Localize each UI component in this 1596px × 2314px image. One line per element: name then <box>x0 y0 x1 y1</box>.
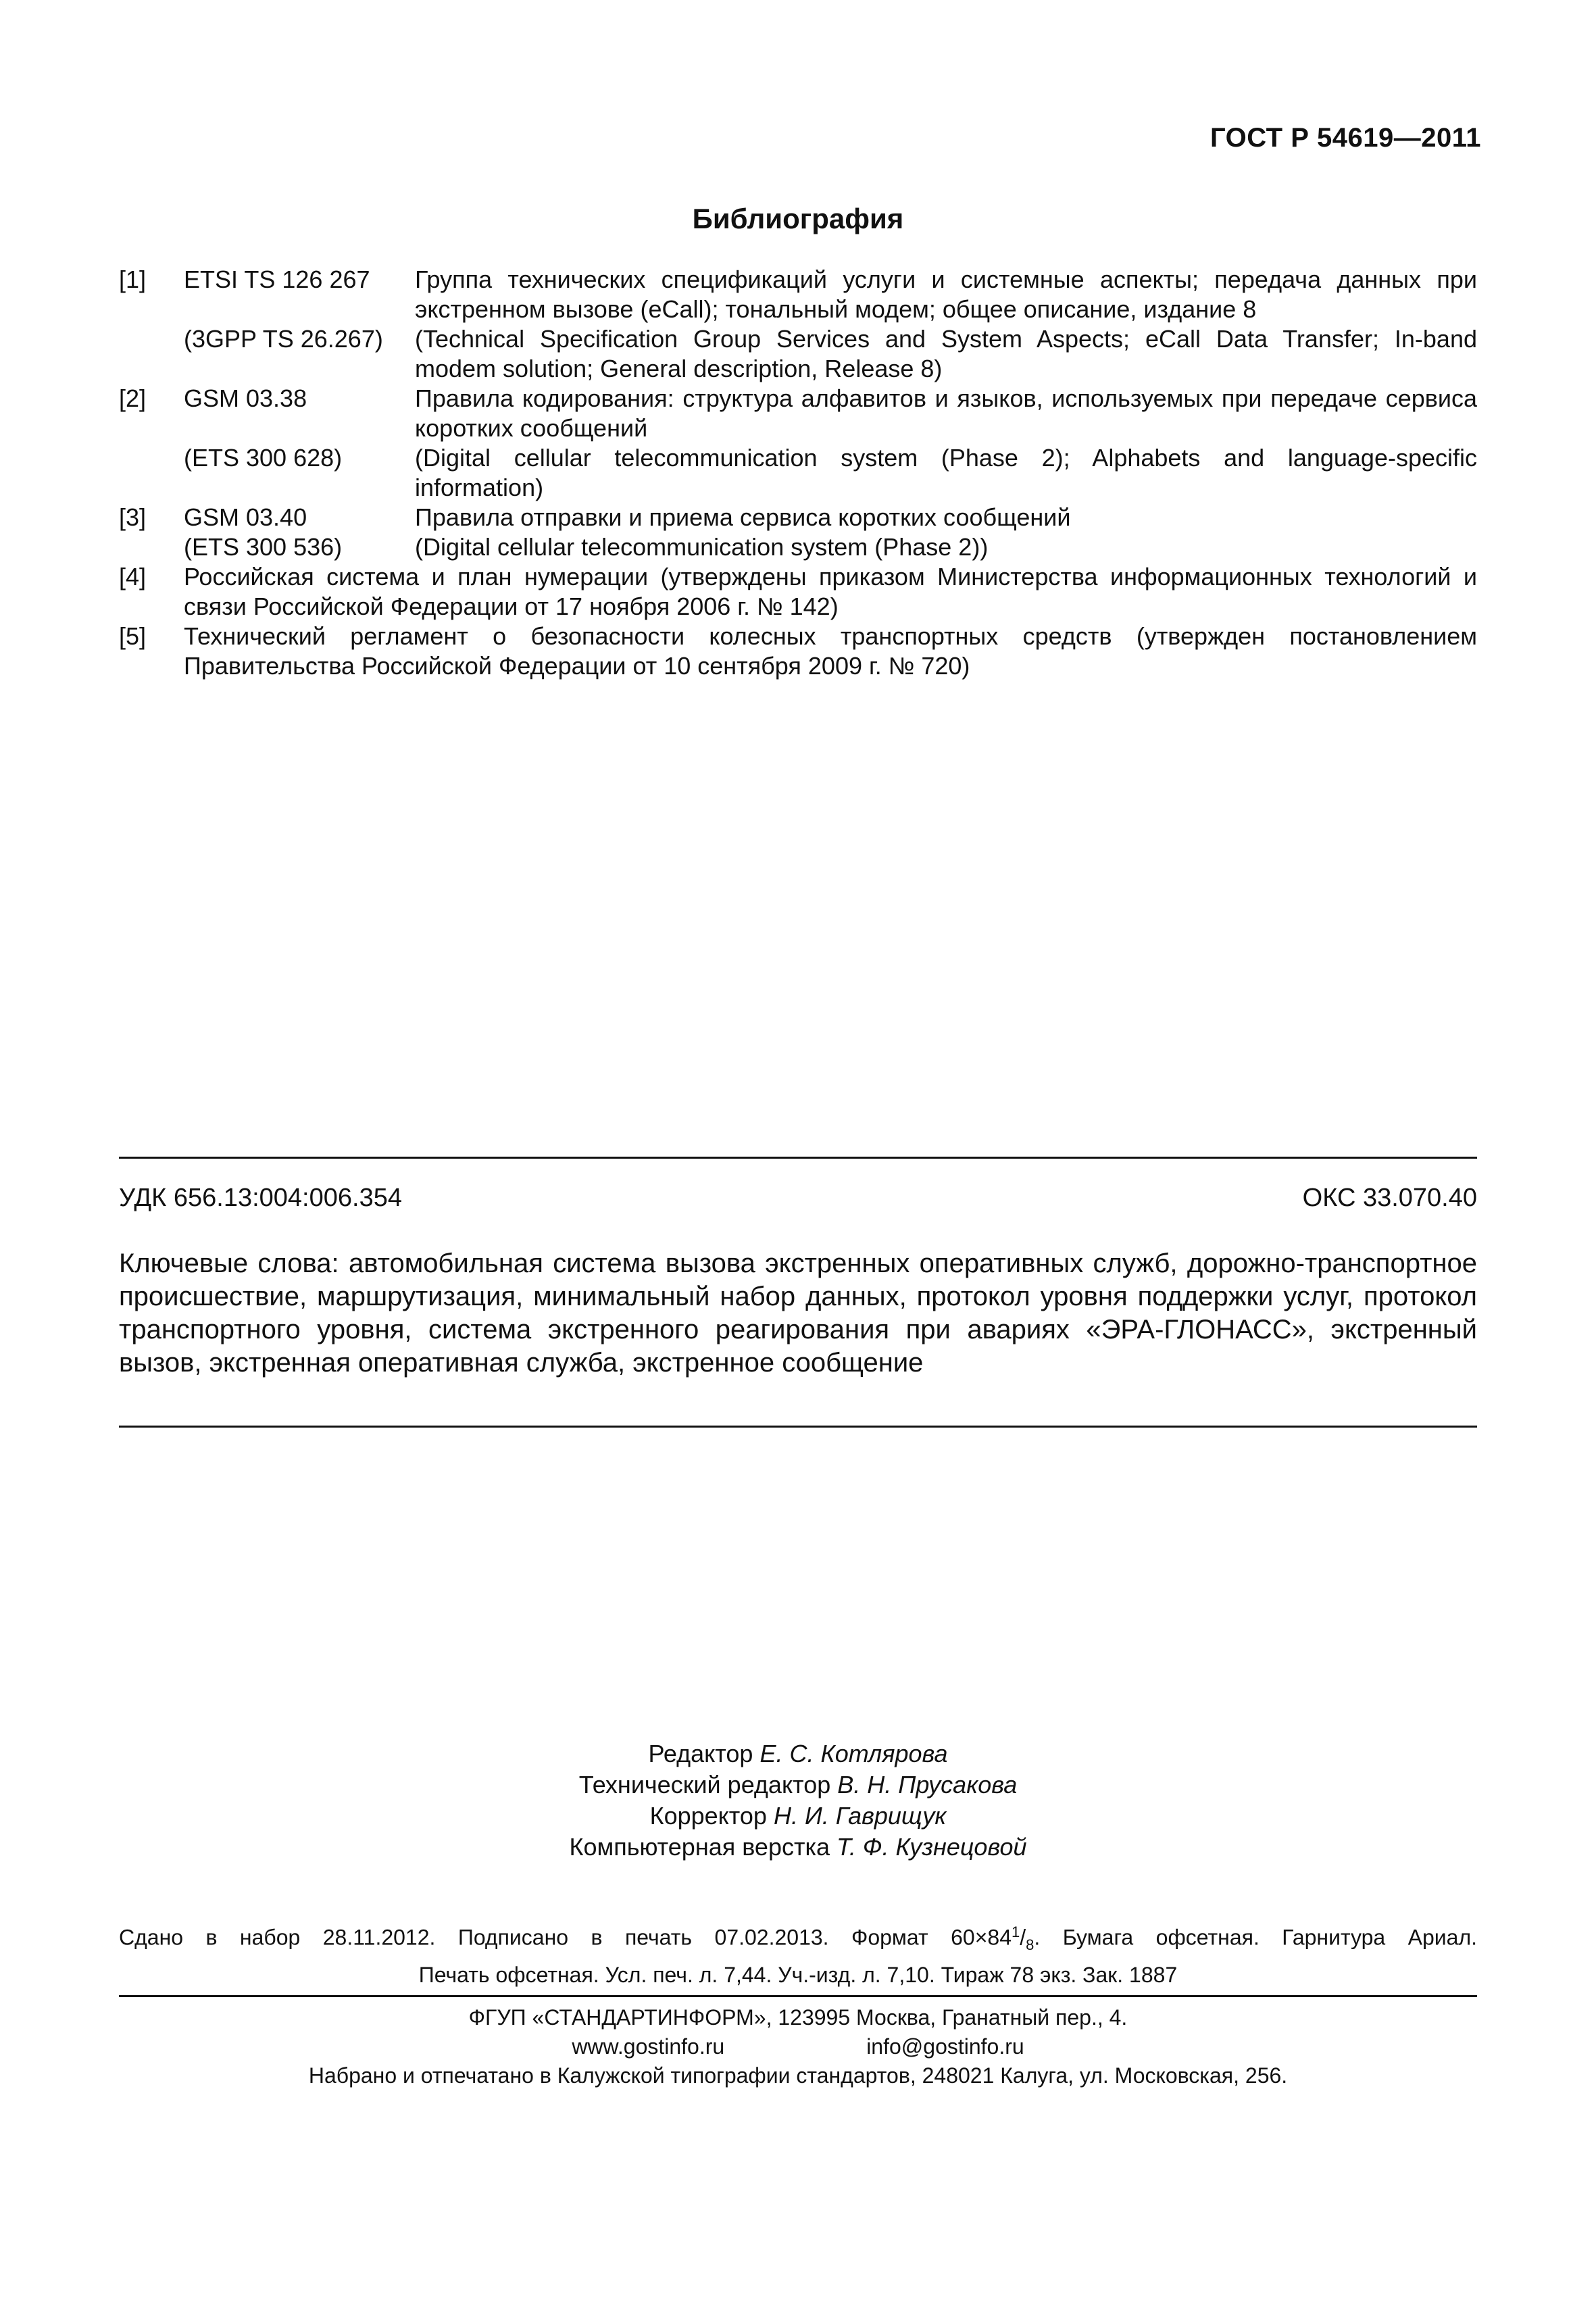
keywords-label: Ключевые слова: <box>119 1249 339 1278</box>
entry-number: [2] <box>119 384 147 412</box>
entry-number: [5] <box>119 622 147 650</box>
bibliography-list <box>119 265 1477 681</box>
credits-block <box>0 1738 1596 1863</box>
format-superscript: 1 <box>1012 1923 1020 1940</box>
bibliography-entry <box>119 324 1477 384</box>
udk-code: УДК 656.13:004:006.354 <box>119 1184 402 1212</box>
entry-code: (ETS 300 628) <box>184 444 343 472</box>
credit-role: Компьютерная верстка <box>569 1833 830 1861</box>
printing-house: Набрано и отпечатано в Калужской типографии стандартов, 248021 Калуга, ул. Московская, 256. <box>308 2063 1288 2088</box>
divider-top <box>119 1157 1477 1159</box>
credit-role: Редактор <box>648 1740 753 1767</box>
entry-code: (3GPP TS 26.267) <box>184 325 383 353</box>
credit-name: Н. И. Гаврищук <box>773 1802 947 1830</box>
entry-text: (Technical Specification Group Services and System Aspects; eCall Data Transfer; In-band modem solution; General description, Release 8) <box>415 325 1477 382</box>
publisher-address: ФГУП «СТАНДАРТИНФОРМ», 123995 Москва, Гранатный пер., 4. <box>468 2005 1128 2030</box>
divider-imprint <box>119 1995 1477 1997</box>
credit-line <box>0 1738 1596 1769</box>
publisher-contacts <box>0 2032 1596 2061</box>
credit-name: Е. С. Котлярова <box>759 1740 948 1767</box>
standard-id: ГОСТ Р 54619—2011 <box>1210 123 1481 153</box>
entry-text: Технический регламент о безопасности колесных транспортных средств (утвержден постановлением Правительства Российской Федерации от 10 сентября 2009 г. № 720) <box>184 622 1477 680</box>
entry-code: ETSI TS 126 267 <box>184 266 370 293</box>
format-subscript: 8 <box>1026 1936 1034 1954</box>
bibliography-entry <box>119 562 1477 622</box>
divider-bottom <box>119 1426 1477 1428</box>
publisher-email-link[interactable]: info@gostinfo.ru <box>866 2034 1024 2059</box>
classification-row <box>119 1184 1477 1213</box>
entry-code: GSM 03.40 <box>184 503 307 531</box>
credit-line <box>0 1801 1596 1832</box>
entry-code: (ETS 300 536) <box>184 533 343 561</box>
publisher-website-link[interactable]: www.gostinfo.ru <box>572 2034 725 2059</box>
credit-line <box>0 1832 1596 1863</box>
oks-code: ОКС 33.070.40 <box>1302 1184 1477 1212</box>
credit-role: Технический редактор <box>578 1771 831 1799</box>
keywords-block <box>119 1247 1477 1380</box>
bibliography-entry <box>119 443 1477 503</box>
entry-code: GSM 03.38 <box>184 384 307 412</box>
bibliography-entry <box>119 622 1477 681</box>
imprint-block <box>119 1917 1477 1990</box>
entry-number: [1] <box>119 266 147 293</box>
bibliography-entry <box>119 265 1477 324</box>
imprint-text: Сдано в набор 28.11.2012. Подписано в печать 07.02.2013. Формат 60×84 <box>119 1925 1012 1950</box>
credit-role: Корректор <box>649 1802 767 1830</box>
bibliography-title: Библиография <box>692 203 904 234</box>
entry-text: (Digital cellular telecommunication system (Phase 2); Alphabets and language-specific information) <box>415 444 1477 501</box>
publisher-block <box>0 2003 1596 2090</box>
imprint-line-2: Печать офсетная. Усл. печ. л. 7,44. Уч.-изд. л. 7,10. Тираж 78 экз. Зак. 1887 <box>418 1963 1178 1988</box>
bibliography-entry <box>119 384 1477 443</box>
entry-text: Группа технических спецификаций услуги и системные аспекты; передача данных при экстренном вызове (eCall); тональный модем; общее описание, издание 8 <box>415 266 1477 323</box>
credit-name: В. Н. Прусакова <box>837 1771 1018 1799</box>
entry-text: Правила кодирования: структура алфавитов и языков, используемых при передаче сервиса коротких сообщений <box>415 384 1477 442</box>
entry-text: Российская система и план нумерации (утверждены приказом Министерства информационных технологий и связи Российской Федерации от 17 ноября 2006 г. № 142) <box>184 563 1477 620</box>
bibliography-entry <box>119 503 1477 532</box>
format-slash: / <box>1020 1925 1026 1950</box>
imprint-text: . Бумага офсетная. Гарнитура Ариал. <box>1034 1925 1478 1950</box>
entry-text: Правила отправки и приема сервиса коротких сообщений <box>415 503 1071 531</box>
bibliography-entry <box>119 532 1477 562</box>
entry-number: [3] <box>119 503 147 531</box>
keywords-text: автомобильная система вызова экстренных оперативных служб, дорожно-транспортное происшествие, маршрутизация, минимальный набор данных, протокол уровня поддержки услуг, протокол транспортного уровня, система экстренного реагирования при авариях «ЭРА-ГЛОНАСС», экстренный вызов, экстренная оперативная служба, экстренное сообщение <box>119 1249 1477 1378</box>
credit-line <box>0 1769 1596 1801</box>
entry-number: [4] <box>119 563 147 590</box>
credit-name: Т. Ф. Кузнецовой <box>837 1833 1027 1861</box>
imprint-line-1 <box>119 1917 1477 1960</box>
entry-text: (Digital cellular telecommunication system (Phase 2)) <box>415 533 989 561</box>
